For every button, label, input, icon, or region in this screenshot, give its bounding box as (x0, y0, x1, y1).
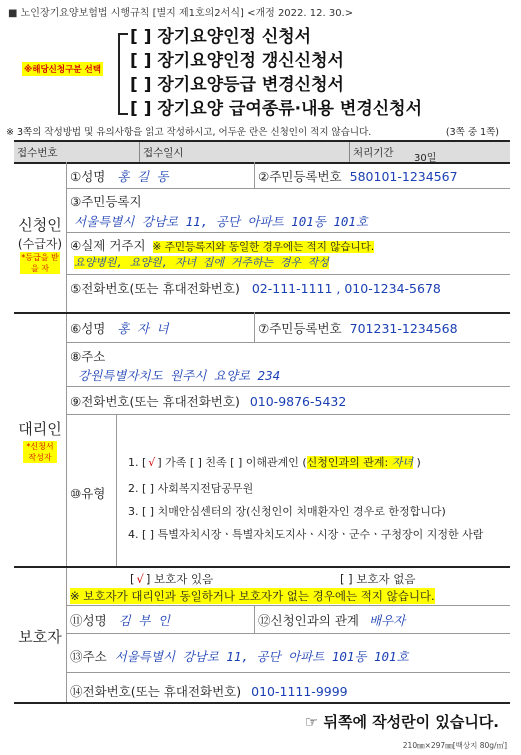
applicant-actual-addr-label: ④실제 거주지 (70, 238, 146, 253)
applicant-phone-label: ⑤전화번호(또는 휴대전화번호) (70, 281, 240, 296)
proxy-section-title: 대리인 (18, 420, 62, 438)
guardian-addr-field[interactable] (70, 647, 409, 665)
processing-period-label: 처리기간 (353, 147, 394, 159)
row-divider (66, 633, 510, 634)
table-bottom-border (14, 702, 510, 704)
proxy-section-note: *신청서 작성자 (23, 441, 57, 463)
proxy-name-value: 홍 자 녀 (117, 321, 169, 336)
proxy-rrn-value: 701231-1234568 (349, 321, 458, 336)
option-renewal[interactable]: [ ] 장기요양인정 갱신신청서 (130, 51, 344, 71)
instruction-note: ※ 3쪽의 작성방법 및 유의사항을 읽고 작성하시고, 어두운 란은 신청인이 적지 않습니다. (6, 127, 372, 138)
section-column-line (66, 162, 67, 702)
applicant-section (14, 214, 66, 275)
reception-date: 접수일시 (140, 142, 350, 164)
proxy-type-divider (116, 414, 117, 566)
guardian-note: ※ 보호자가 대리인과 동일하거나 보호자가 없는 경우에는 적지 않습니다. (70, 589, 435, 603)
applicant-section-note: *등급을 받을 자 (21, 253, 59, 273)
option-recognition[interactable]: [ ] 장기요양인정 신청서 (130, 27, 312, 47)
proxy-phone-field[interactable] (70, 392, 346, 410)
section-divider (14, 566, 510, 568)
section-divider (14, 312, 510, 314)
proxy-type-1-close: ) (416, 456, 421, 469)
row-divider (66, 386, 510, 387)
back-page-note: ☞ 뒤쪽에 작성란이 있습니다. (304, 713, 499, 731)
proxy-relation-label: 신청인과의 관계: (306, 456, 389, 469)
row-divider (66, 188, 510, 189)
guardian-row1-divider (254, 605, 255, 633)
guardian-none-option[interactable]: [ ] 보호자 없음 (340, 572, 416, 586)
proxy-name-field[interactable] (70, 319, 169, 337)
guardian-phone-value: 010-1111-9999 (251, 684, 348, 699)
selector-label: ※해당신청구분 선택 (22, 62, 103, 76)
guardian-addr-label: ⑬주소 (70, 649, 107, 664)
applicant-reg-addr-label: ③주민등록지 (70, 194, 142, 209)
applicant-section-sub: (수급자) (17, 237, 63, 251)
proxy-rrn-field[interactable] (258, 319, 458, 337)
guardian-name-field[interactable] (70, 611, 170, 629)
processing-period-value: 30일 (414, 153, 437, 164)
proxy-addr-label: ⑧주소 (70, 349, 106, 364)
proxy-row1-divider (254, 312, 255, 342)
guardian-name-value: 김 부 인 (118, 613, 170, 628)
proxy-type-option-3[interactable]: 3. [ ] 치매안심센터의 장(신청인이 치매환자인 경우로 한정합니다) (128, 505, 446, 518)
proxy-type-option-4[interactable]: 4. [ ] 특별자치시장ㆍ특별자치도지사ㆍ시장ㆍ군수ㆍ구청장이 지정한 사람 (128, 528, 484, 541)
row-divider (66, 274, 510, 275)
option-grade-change[interactable]: [ ] 장기요양등급 변경신청서 (130, 75, 344, 95)
guardian-relation-label: ⑫신청인과의 관계 (258, 613, 359, 628)
applicant-row1-divider (254, 162, 255, 188)
guardian-name-label: ⑪성명 (70, 613, 107, 628)
row-divider (66, 342, 510, 343)
proxy-type-1-check: √ (148, 456, 156, 469)
proxy-type-1-prefix: 1. [ (128, 456, 147, 469)
guardian-has-option[interactable] (130, 571, 213, 587)
guardian-addr-value: 서울특별시 강남로 11, 공단 아파트 101동 101호 (114, 649, 409, 664)
proxy-type-1-text: ] 가족 [ ] 친족 [ ] 이해관계인 ( (157, 456, 307, 469)
reception-number: 접수번호 (14, 142, 140, 164)
applicant-phone-value: 02-111-1111 , 010-1234-5678 (251, 281, 441, 296)
guardian-phone-label: ⑭전화번호(또는 휴대전화번호) (70, 684, 242, 699)
proxy-section (14, 418, 66, 464)
form-header: ■ 노인장기요양보험법 시행규칙 [별지 제1호의2서식] <개정 2022. 12. 30.> (8, 8, 354, 19)
applicant-rrn-value: 580101-1234567 (349, 169, 458, 184)
proxy-type-label: ⑩유형 (70, 486, 106, 501)
applicant-name-label: ①성명 (70, 169, 106, 184)
proxy-phone-label: ⑨전화번호(또는 휴대전화번호) (70, 394, 240, 409)
guardian-has-prefix: [ (130, 572, 135, 586)
guardian-has-label: ] 보호자 있음 (145, 572, 214, 586)
proxy-type-option-2[interactable]: 2. [ ] 사회복지전담공무원 (128, 482, 254, 495)
selector-bracket (118, 33, 128, 115)
applicant-name-value: 홍 길 동 (117, 169, 169, 184)
page-index: (3쪽 중 1쪽) (445, 127, 499, 138)
option-benefit-change[interactable]: [ ] 장기요양 급여종류·내용 변경신청서 (130, 99, 423, 119)
applicant-actual-addr-input[interactable] (74, 254, 329, 270)
proxy-relation-value: 자녀 (391, 456, 414, 469)
table-top-border (14, 162, 510, 164)
processing-period (350, 142, 510, 164)
row-divider (66, 672, 510, 673)
proxy-relation-highlight (307, 456, 413, 469)
applicant-rrn-field[interactable] (258, 167, 458, 185)
paper-spec: 210㎜×297㎜[백상지 80g/㎡] (402, 741, 507, 750)
proxy-type-option-1[interactable] (128, 454, 421, 470)
proxy-name-label: ⑥성명 (70, 321, 106, 336)
applicant-rrn-label: ②주민등록번호 (258, 169, 342, 184)
proxy-addr-value[interactable]: 강원특별자치도 원주시 요양로 234 (78, 368, 281, 383)
proxy-rrn-label: ⑦주민등록번호 (258, 321, 342, 336)
row-divider (66, 414, 510, 415)
proxy-phone-value: 010-9876-5432 (249, 394, 347, 409)
guardian-phone-field[interactable] (70, 682, 348, 700)
applicant-actual-addr-value: 요양병원, 요양원, 자녀 집에 거주하는 경우 작성 (74, 256, 329, 269)
reception-row (14, 140, 510, 164)
guardian-section: 보호자 (18, 628, 62, 646)
guardian-relation-field[interactable] (258, 611, 405, 629)
applicant-actual-addr-field (70, 236, 374, 254)
guardian-relation-value: 배우자 (368, 613, 406, 628)
guardian-has-check: √ (136, 572, 144, 586)
applicant-phone-field[interactable] (70, 279, 441, 297)
row-divider (66, 605, 510, 606)
row-divider (66, 232, 510, 233)
applicant-reg-addr-value[interactable]: 서울특별시 강남로 11, 공단 아파트 101동 101호 (74, 214, 369, 229)
applicant-section-title: 신청인 (18, 216, 62, 234)
applicant-actual-addr-note: ※ 주민등록지와 동일한 경우에는 적지 않습니다. (152, 241, 375, 253)
applicant-name-field[interactable] (70, 167, 169, 185)
